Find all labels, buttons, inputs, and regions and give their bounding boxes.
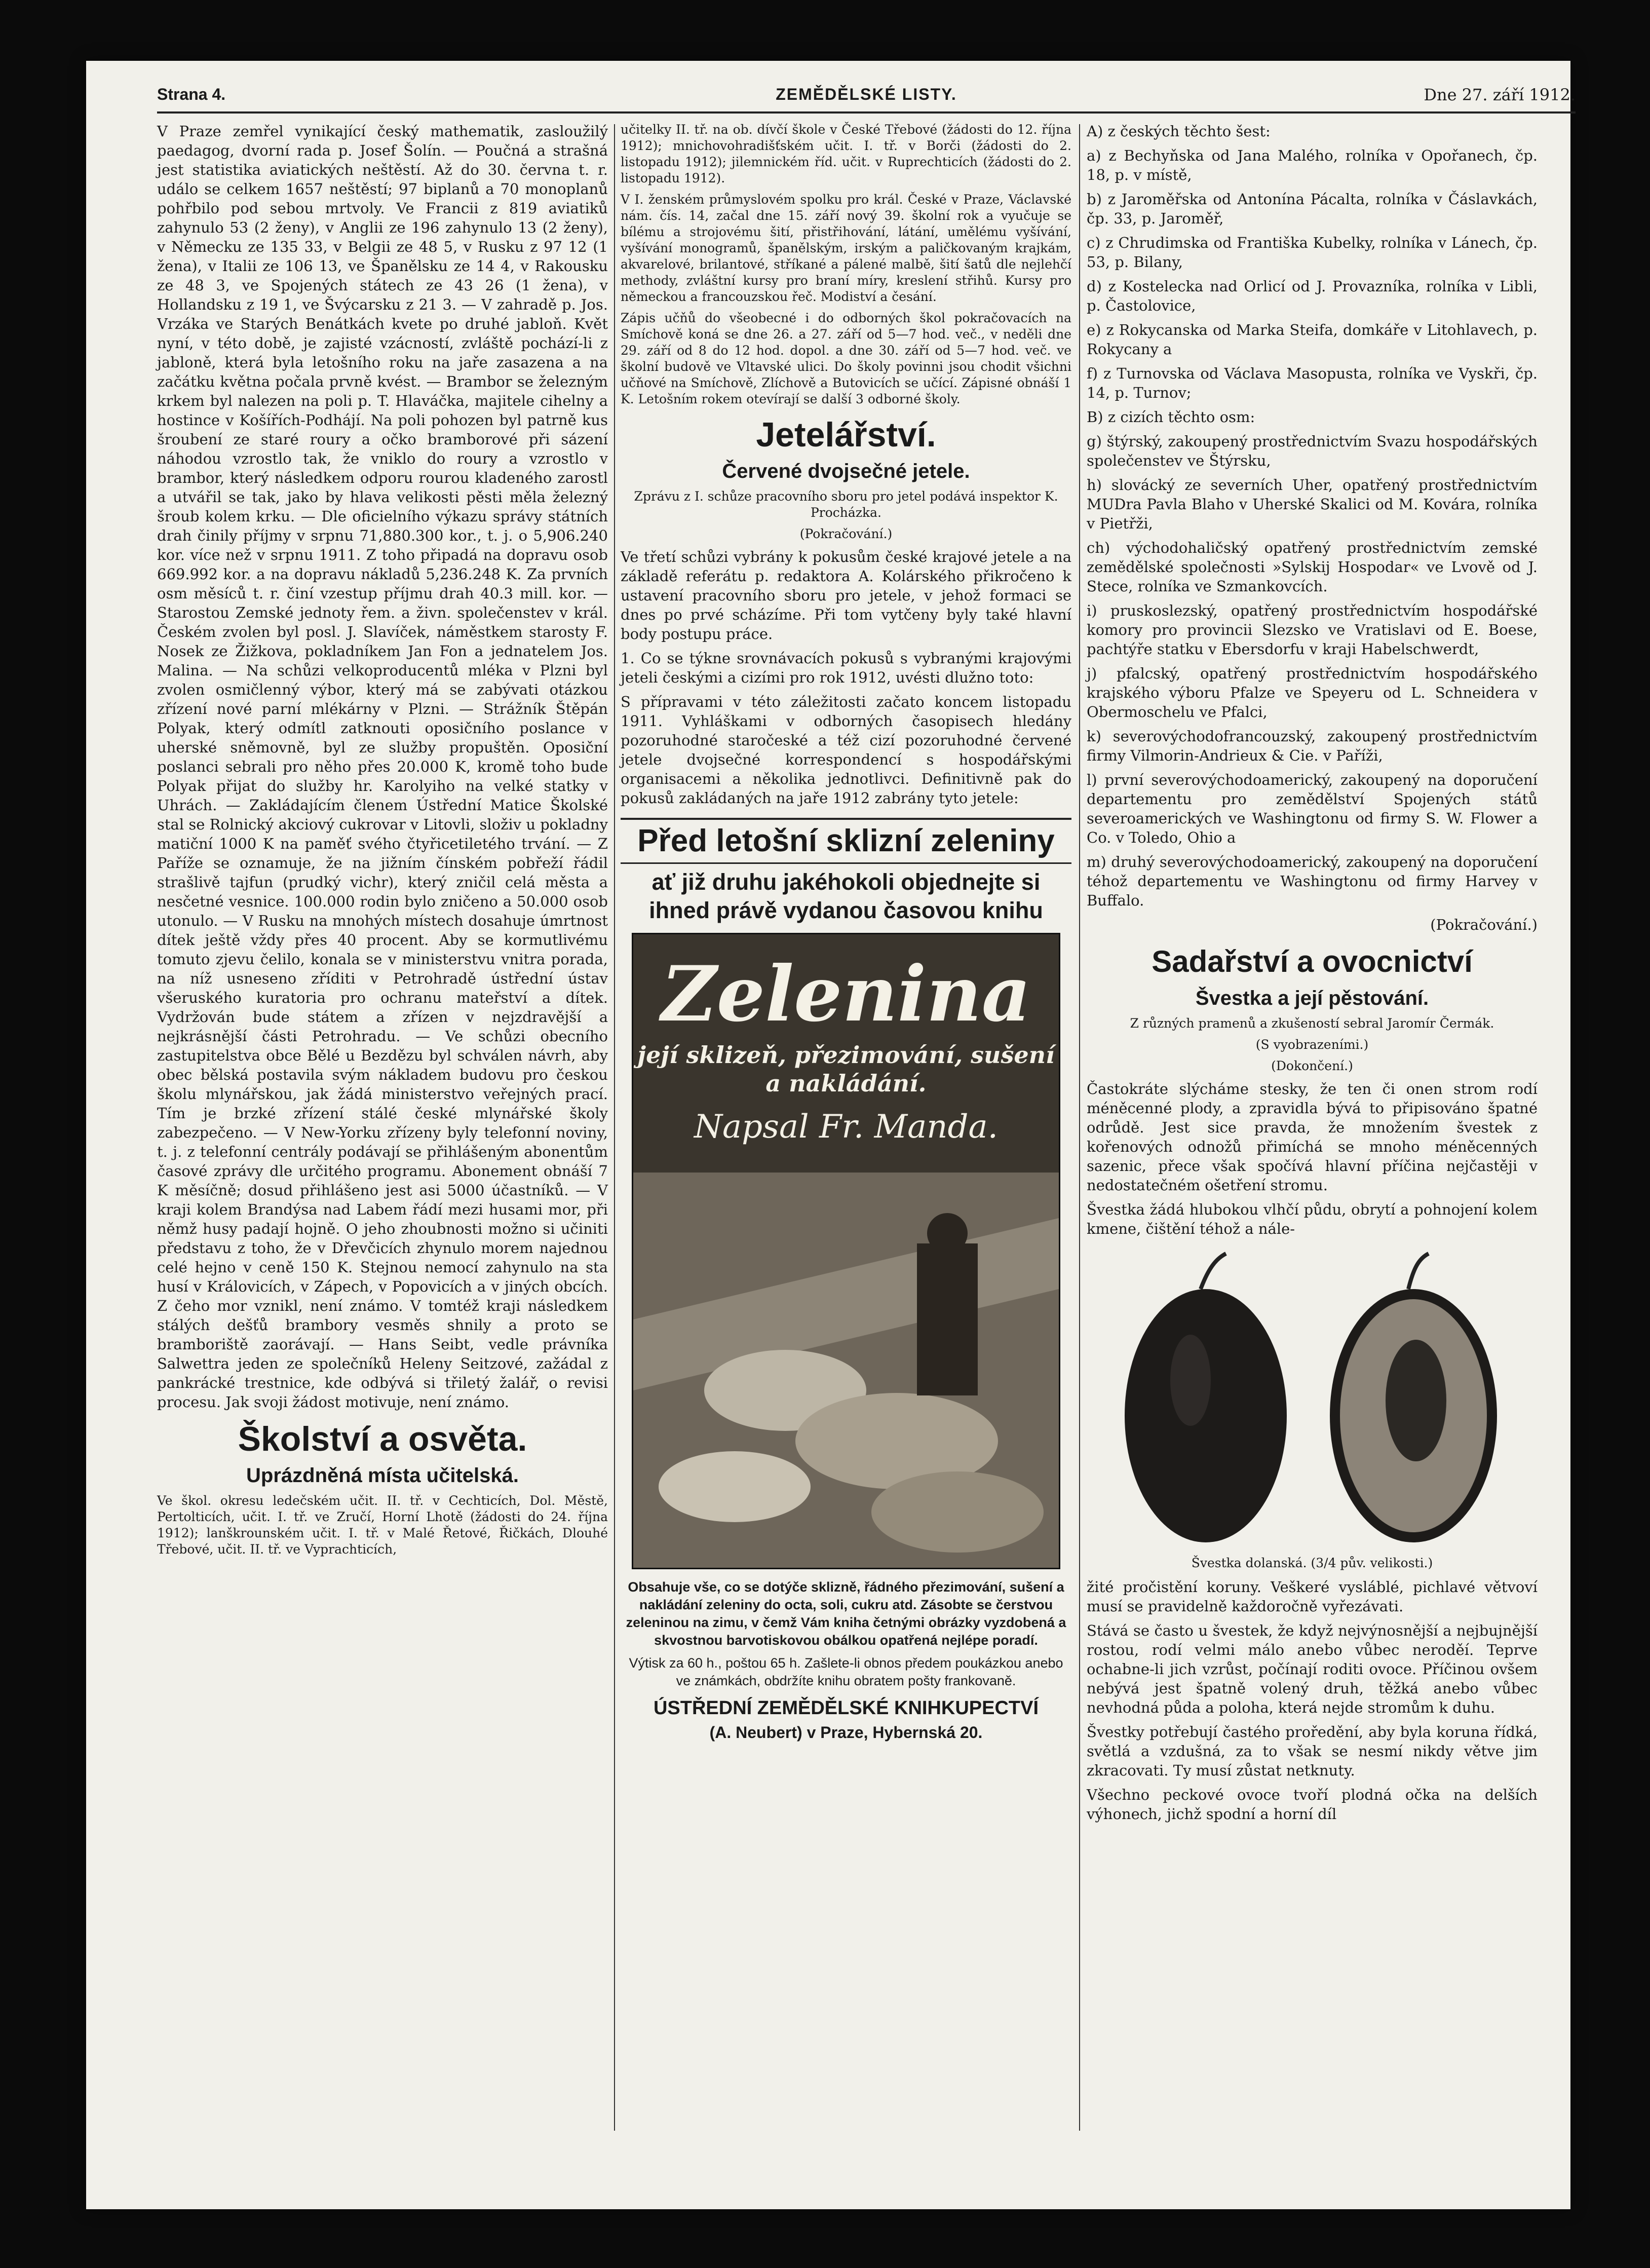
orchard-paragraph: Stává se často u švestek, že když nejvýnosnější a nejbujnější rostou, rodí velmi málo anebo vůbec neroděí. Teprve ochabne-li jich vzrůst, počínají roditi ovoce. Příčinou ovšem nebývá jest špatně volený druh, těžká anebo vůbec nevhodná půda a poloha, která nejde stromům k duhu. xyxy=(1087,1622,1538,1716)
school-vacancies-cont: učitelky II. tř. na ob. dívčí škole v České Třebové (žádosti do 12. října 1912); mnichovohradišťském učit. I. tř. v Borči (žádosti do 2. listopadu 1912); jilemnickém říd. učit. v Ruprechticích (žádosti do 2. listopadu 1912). xyxy=(621,122,1071,185)
clover-list-item: j) pfalcský, opatřený prostřednictvím hospodářského krajského výboru Pfalze ve Speyeru od L. Schneidera v Obermoschelu ve Pfalci, xyxy=(1087,665,1538,721)
header-rule xyxy=(157,111,1576,114)
column-divider-2 xyxy=(1079,124,1080,2131)
ad-description: Obsahuje vše, co se dotýče sklizně, řádného přezimování, sušení a nakládání zeleniny do octa, soli, cukru atd. Zásobte se čerstvou zeleninou na zimu, v čemž Vám kniha četnými obrázky vyzdobená a skvostnou barvotiskovou obálkou opatřená nejlépe poradí. xyxy=(626,1579,1066,1648)
book-author: Napsal Fr. Manda. xyxy=(694,1108,998,1146)
orchard-note: (S vyobrazeními.) xyxy=(1255,1037,1369,1052)
clover-subheading: Červené dvojsečné jetele. xyxy=(722,460,970,482)
book-cover xyxy=(632,933,1060,1569)
clover-list-item: ch) východohaličský opatřený prostřednictvím zemské zemědělské společnosti »Sylskij Hospodar« ve Lvově od J. Stece, rolníka ve Szmankovcích. xyxy=(1087,539,1538,595)
clover-list-item: e) z Rokycanska od Marka Steifa, domkáře v Litohlavech, p. Rokycany a xyxy=(1087,321,1538,358)
orchard-paragraph: žité pročistění koruny. Veškeré vysláblé, pichlavé větvoví musí se pravidelně každoročně vyřezávati. xyxy=(1087,1578,1538,1615)
clover-list-item: c) z Chrudimska od Františka Kubelky, rolníka v Lánech, čp. 53, p. Bilany, xyxy=(1087,234,1538,271)
school-note-2: Zápis učňů do všeobecné i do odborných škol pokračovacích na Smíchově koná se dne 26. a 27. září od 5—7 hod. več., v neděli dne 29. září od 8 do 12 hod. dopol. a dne 30. září od 5—7 hod. več. ve školní budově ve Vltavské ulici. Do školy povinni jsou chodit všichni učňové na Smíchově, Zlíchově a Butovicích se učící. Zápisné obnáší 1 K. Letošním rokem otevírají se další 3 odborné školy. xyxy=(621,311,1071,406)
clover-heading: Jetelářství. xyxy=(756,415,936,454)
clover-list-item: i) pruskoslezský, opatřený prostřednictvím hospodářské komory pro provincii Slezsko ve Vratislavi od E. Boese, pachtýře statku v Ebersdorfu v kraji Habelschwerdt, xyxy=(1087,602,1538,658)
clover-list-item: g) štýrský, zakoupený prostřednictvím Svazu hospodářských společenstev ve Štýrsku, xyxy=(1087,433,1538,469)
column-2 xyxy=(621,122,1071,1745)
book-title: Zelenina xyxy=(661,950,1031,1039)
orchard-paragraph: Švestka žádá hlubokou vlhčí půdu, obrytí a pohnojení kolem kmene, čištění téhož a nále- xyxy=(1087,1201,1538,1237)
clover-list-item: k) severovýchodofrancouzský, zakoupený prostřednictvím firmy Vilmorin-Andrieux & Cie. v Paříži, xyxy=(1087,728,1538,764)
clover-continued: (Pokračování.) xyxy=(799,526,893,541)
orchard-heading: Sadařství a ovocnictví xyxy=(1152,944,1473,978)
ad-body xyxy=(621,1578,1071,1690)
ad-publisher-address: (A. Neubert) v Praze, Hybernská 20. xyxy=(709,1723,983,1742)
clover-paragraph: Ve třetí schůzi vybrány k pokusům české krajové jetele a na základě referátu p. redaktora A. Kolárského přikročeno k ustavení pracovního sboru pro jetele, v jehož formaci se dnes po prvé scházíme. Při tom vytčeny byly také hlavní body postupu práce. xyxy=(621,548,1071,642)
clover-intro: Zprávu z I. schůze pracovního sboru pro jetel podává inspektor K. Procházka. xyxy=(634,489,1058,520)
school-note-1: V I. ženském průmyslovém spolku pro král. České v Praze, Václavské nám. čís. 14, začal dne 15. září nový 39. školní rok a vyučuje se bílému a strojovému šití, přistřihování, látání, umělému vyšívání, vyšívání monogramů, španělským, irským a paličkovaným krajkám, akvarelové, brilantové, stříkané a pálené malbě, šití šatů dle nejlehčí methody, zvláštní kursy pro braní míry, kreslení střihů. Kursy pro německou a francouzskou řeč. Modiství a česání. xyxy=(621,192,1071,304)
book-subtitle: její sklizeň, přezimování, sušení a nakládání. xyxy=(637,1041,1055,1097)
clover-list-item: l) první severovýchodoamerický, zakoupený na doporučení departementu pro zemědělství Spojených států severoamerických ve Washingtonu od firmy S. W. Flower a Co. v Toledo, Ohio a xyxy=(1087,771,1538,846)
clover-paragraph: S přípravami v této záležitosti začato koncem listopadu 1911. Vyhláškami v odborných časopisech hledány pozoruhodné staročeské a též cizí pozoruhodné červené jetele dvojsečné korrespondencí s hospodářskými organisacemi a několika jednotlivci. Definitivně pak do pokusů zakládaných na jaře 1912 zabrány tyto jetele: xyxy=(621,693,1071,807)
clover-list-intro: B) z cizích těchto osm: xyxy=(1087,408,1255,426)
orchard-paragraph: Všechno peckové ovoce tvoří plodná očka na delších výhonech, jichž spodní a horní díl xyxy=(1087,1786,1538,1823)
column-3 xyxy=(1087,122,1538,1829)
plum-illustration xyxy=(1104,1249,1520,1553)
clover-list-continued: (Pokračování.) xyxy=(1430,916,1538,933)
page-header xyxy=(157,80,1576,110)
clover-list-intro: A) z českých těchto šest: xyxy=(1087,123,1271,140)
newspaper-page xyxy=(86,61,1576,2209)
ad-subtitle: ať již druhu jakéhokoli objednejte si ihned právě vydanou časovou knihu xyxy=(649,869,1043,923)
clover-list-item: m) druhý severovýchodoamerický, zakoupený na doporučení téhož departementu ve Washingtonu od firmy Harvey v Buffalo. xyxy=(1087,853,1538,909)
orchard-byline: Z různých pramenů a zkušeností sebral Jaromír Čermák. xyxy=(1130,1016,1494,1031)
page-number: Strana 4. xyxy=(157,85,226,103)
ad-publisher: ÚSTŘEDNÍ ZEMĚDĚLSKÉ KNIHKUPECTVÍ xyxy=(653,1697,1039,1719)
ad-title: Před letošní sklizní zeleniny xyxy=(621,820,1071,864)
clover-paragraph: 1. Co se týkne srovnávacích pokusů s vybranými krajovými jeteli českými a cizími pro rok 1912, uvésti dlužno toto: xyxy=(621,650,1071,686)
clover-list-item: h) slovácký ze severních Uher, opatřený prostřednictvím MUDra Pavla Blaho v Uherské Skalici od M. Kovára, rolníka v Pietřži, xyxy=(1087,476,1538,532)
figure-caption: Švestka dolanská. (3/4 pův. velikosti.) xyxy=(1191,1556,1433,1570)
orchard-paragraph: Častokráte slýcháme stesky, že ten či onen strom rodí méněcenné plody, a zpravidla bývá to připisováno špatné odrůdě. Jest sice pravda, že množením švestek z kořenových odnožů přimíchá se mnoho méněcenných sazenic, přece však spočívá hlavní příčina nejčastěji v nedostatečném ošetření stromu. xyxy=(1087,1080,1538,1194)
clover-list-item: d) z Kostelecka nad Orlicí od J. Provazníka, rolníka v Libli, p. Častolovice, xyxy=(1087,278,1538,314)
school-subheading: Uprázdněná místa učitelská. xyxy=(246,1464,519,1487)
issue-date: Dne 27. září 1912. xyxy=(1424,85,1576,104)
school-heading: Školství a osvěta. xyxy=(238,1420,527,1458)
orchard-subheading: Švestka a její pěstování. xyxy=(1195,987,1429,1009)
news-paragraph: V Praze zemřel vynikající český mathematik, zasloužilý paedagog, dvorní rada p. Josef Šolín. — Poučná a strašná jest statistika aviatických neštěstí. Až do 30. června t. r. událo se celkem 1657 neštěstí; 97 biplanů a 70 monoplanů pohřbilo pod sebou mrtvoly. Ve Francii z 819 aviatiků zahynulo 53 (2 ženy), v Anglii ze 196 zahynulo 13 (2 ženy), v Německu ze 135 33, v Belgii ze 48 5, v Rusku z 97 12 (1 žena), v Italii ze 106 13, ve Španělsku ze 14 4, v Rakousku ze 48 3, ve Spojených státech ze 43 26 (1 žena), v Hollandsku z 19 1, ve Švýcarsku z 21 3. — V zahradě p. Jos. Vrzáka ve Starých Benátkách kvete po druhé jabloň. Květ nyní, v této době, je zajisté vzácností, zvláště pochází-li z jabloně, která byla letošního roku na jaře zasazena a na začátku května počala prvně kvést. — Brambor se železným krkem byl nalezen na poli p. T. Hlaváčka, majitele cihelny a hostince v Košířích-Podhájí. Na poli pohozen byl patrně kus šroubení ze staré roury a očko bramborové při sázení náhodou vzrostlo tak, že vniklo do roury a vzrostlo v brambor, který následkem odporu rourou kladeného zarostl a utvářil se tak, jako by hlava velikosti pěsti měla železný šroub kolem krku. — Dle oficielního výkazu správy státních drah činily příjmy v srpnu 71,880.300 kor., t. j. o 5,906.240 kor. více než v srpnu 1911. Z toho připadá na dopravu osob 669.992 kor. a na dopravu nákladů 5,236.248 K. Za prvních osm měsíců t. r. činí vzestup příjmu drah 40.3 mill. kor. — Starostou Zemské jednoty řem. a živn. společenstev v král. Českém zvolen byl posl. J. Slavíček, náměstkem starosty F. Nosek ze Žižkova, pokladníkem Jan Fon a jednatelem Jos. Malina. — Na schůzi velkoproducentů mléka v Plzni byl zvolen osmičlenný výbor, který má se zabývati otázkou zřízení nové parní mlékárny v Plzni. — Strážník Štěpán Polyak, který odmítl zatknouti oposičního poslance v uherské sněmovně, byl ze služby propuštěn. Oposiční poslanci sebrali pro něho přes 20.000 K, kromě toho bude Polyak přijat do služby hr. Karolyiho na velké statky v Uhrách. — Zakládajícím členem Ústřední Matice Školské stal se Rolnický akciový cukrovar v Litovli, složiv u pokladny matiční 1000 K na paměť svého čtyřicetiletého trvání. — Z Paříže se oznamuje, že na jižním čínském pobřeží řádil strašlivě tajfun (prudký vichr), který zničil celá města a nesčetné vesnice. 100.000 rodin bylo zničeno a 50.000 osob utonulo. — V Rusku na mnohých místech dosahuje úmrtnost dítek ještě vždy přes 40 procent. Aby se kormutlivému tomuto zjevu čelilo, konala se v ministerstvu vnitra porada, na níž usneseno zříditi v Petrohradě ústřední ústav všeruského kuratoria pro ochranu mateřství a dítek. Vydržován bude státem a zřízen v nejzdravější a nejkrásnější části Petrohradu. — Ve schůzi obecního zastupitelstva obce Bělé u Bezdězu byl schválen návrh, aby obec bělská postavila svým nákladem budovu pro českou školu mlynářskou, jak žádá ministerstvo veřejných prací. Tím je brzké zřízení stálé české mlynářské školy zabezpečeno. — V New-Yorku zřízeny byly telefonní noviny, t. j. z telefonní centrály podávají se přihlášeným abonentům časové zprávy dle určitého programu. Abonement obnáší 7 K měsíčně; dosud přihlášeno jest asi 5000 účastníků. — V kraji kolem Brandýsa nad Labem řádí mezi husami mor, při němž husy padají hojně. O jeho zhoubnosti možno si učiniti představu z toho, že v Dřevčicích zhynulo morem najednou celé hejno v ceně 150 K. Stejnou nemocí zahynulo na sta husí v Královicích, v Zápech, v Popovicích a v jiných obcích. Z čeho mor vznikl, není známo. V tomtéž kraji následkem stálých dešťů brambory vesměs shnily a proto se bramboriště zaorávají. — Hans Seibt, vedle právníka Salwettra jeden ze společníků Heleny Seitzové, zažádal z pankrácké trestnice, kde odbývá si třiletý žalář, o revisi procesu. Jak svoji žádost motivuje, není známo. xyxy=(157,123,608,1411)
clover-list-item: f) z Turnovska od Václava Masopusta, rolníka ve Vyskři, čp. 14, p. Turnov; xyxy=(1087,365,1538,401)
ad-price: Výtisk za 60 h., poštou 65 h. Zašlete-li obnos předem poukázkou anebo ve známkách, obdržíte knihu obratem pošty frankovaně. xyxy=(629,1655,1063,1688)
school-vacancies: Ve škol. okresu ledečském učit. II. tř. v Cechticích, Dol. Městě, Pertolticích, učit. I. tř. ve Zručí, Horní Lhotě (žádosti do 24. října 1912); lanškrounském učit. I. tř. v Malé Řetové, Řičkách, Dlouhé Třebové, učit. II. tř. ve Vyprachticích, xyxy=(157,1493,608,1557)
clover-list-item: b) z Jaroměřska od Antonína Pácalta, rolníka v Čáslavkách, čp. 33, p. Jaroměř, xyxy=(1087,191,1538,227)
orchard-continued: (Dokončení.) xyxy=(1271,1059,1353,1073)
clover-list-item: a) z Bechyňska od Jana Malého, rolníka v Opořanech, čp. 18, p. v místě, xyxy=(1087,147,1538,183)
column-divider-1 xyxy=(614,124,615,2131)
newspaper-title: ZEMĚDĚLSKÉ LISTY. xyxy=(776,85,957,103)
plum-figure xyxy=(1104,1249,1520,1553)
book-advertisement xyxy=(621,818,1071,1745)
column-1 xyxy=(157,122,608,1563)
orchard-paragraph: Švestky potřebují častého proředění, aby byla koruna řídká, světlá a vzdušná, za to však se nesmí nikdy větve jim zkracovati. Ty musí zůstat netknuty. xyxy=(1087,1723,1538,1779)
